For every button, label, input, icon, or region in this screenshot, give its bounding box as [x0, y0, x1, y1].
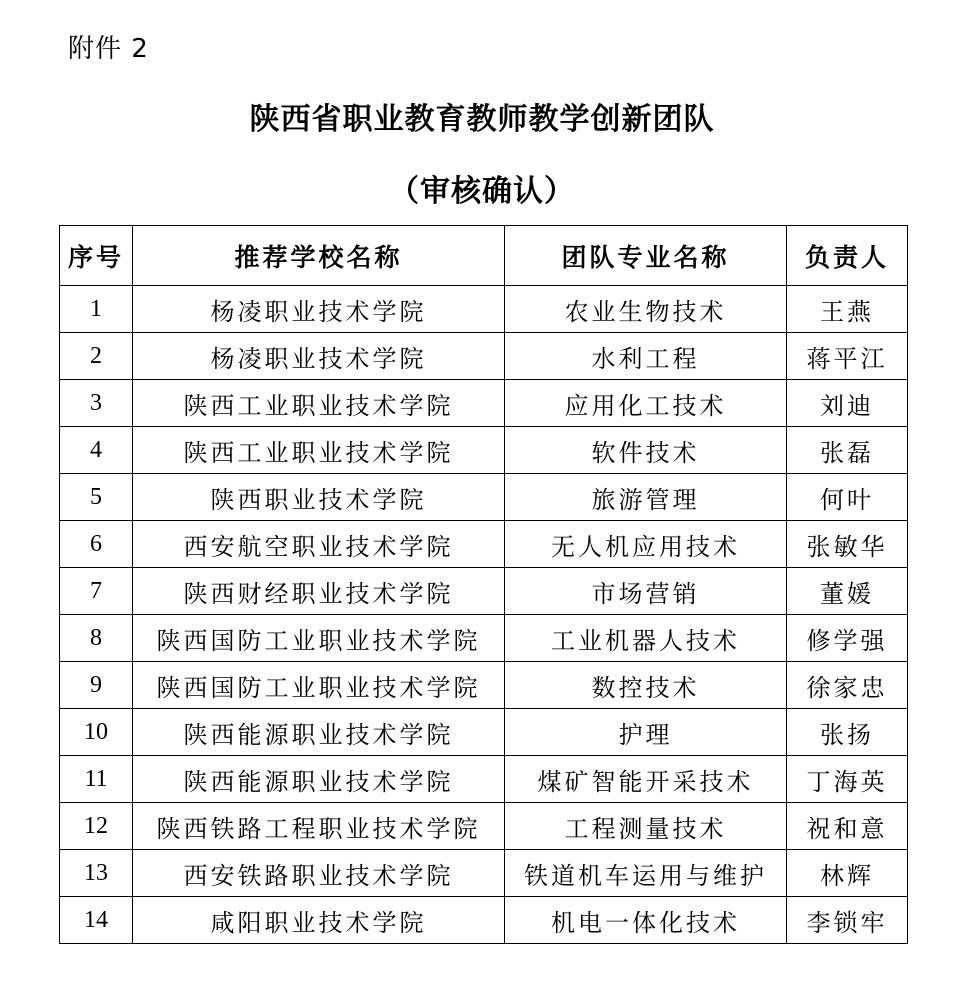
table-row: [60, 662, 908, 709]
table-row: [60, 474, 908, 521]
header-row: [60, 226, 908, 286]
table-row: [60, 427, 908, 474]
header-school: 推荐学校名称: [133, 226, 505, 286]
cell-leader: 张敏华: [787, 521, 908, 568]
cell-school: 咸阳职业技术学院: [133, 897, 505, 944]
document-title: 陕西省职业教育教师教学创新团队: [249, 102, 715, 137]
cell-school: 陕西能源职业技术学院: [133, 756, 505, 803]
cell-leader: 张扬: [787, 709, 908, 756]
cell-index: 7: [60, 568, 133, 615]
cell-leader: 林辉: [787, 850, 908, 897]
cell-school: 陕西能源职业技术学院: [133, 709, 505, 756]
table-row: [60, 568, 908, 615]
cell-index: 14: [60, 897, 133, 944]
cell-index: 10: [60, 709, 133, 756]
table-row: [60, 756, 908, 803]
cell-school: 陕西工业职业技术学院: [133, 427, 505, 474]
cell-major: 煤矿智能开采技术: [505, 756, 787, 803]
cell-major: 无人机应用技术: [505, 521, 787, 568]
table-header: [60, 226, 908, 286]
cell-major: 市场营销: [505, 568, 787, 615]
table-row: [60, 286, 908, 333]
cell-index: 13: [60, 850, 133, 897]
cell-school: 杨凌职业技术学院: [133, 333, 505, 380]
cell-major: 农业生物技术: [505, 286, 787, 333]
cell-leader: 刘迪: [787, 380, 908, 427]
cell-major: 软件技术: [505, 427, 787, 474]
cell-school: 杨凌职业技术学院: [133, 286, 505, 333]
cell-school: 陕西工业职业技术学院: [133, 380, 505, 427]
table-row: [60, 615, 908, 662]
cell-leader: 张磊: [787, 427, 908, 474]
cell-leader: 丁海英: [787, 756, 908, 803]
cell-major: 水利工程: [505, 333, 787, 380]
cell-school: 陕西职业技术学院: [133, 474, 505, 521]
cell-major: 工程测量技术: [505, 803, 787, 850]
cell-leader: 董媛: [787, 568, 908, 615]
header-major: 团队专业名称: [505, 226, 787, 286]
table-row: [60, 850, 908, 897]
cell-major: 工业机器人技术: [505, 615, 787, 662]
cell-index: 4: [60, 427, 133, 474]
cell-index: 8: [60, 615, 133, 662]
table-row: [60, 333, 908, 380]
table-row: [60, 897, 908, 944]
cell-index: 3: [60, 380, 133, 427]
cell-major: 应用化工技术: [505, 380, 787, 427]
cell-leader: 蒋平江: [787, 333, 908, 380]
cell-index: 1: [60, 286, 133, 333]
cell-school: 陕西国防工业职业技术学院: [133, 662, 505, 709]
cell-index: 5: [60, 474, 133, 521]
attachment-label: 附件 2: [68, 34, 149, 64]
cell-major: 旅游管理: [505, 474, 787, 521]
table-row: [60, 380, 908, 427]
table-row: [60, 803, 908, 850]
cell-major: 机电一体化技术: [505, 897, 787, 944]
cell-major: 铁道机车运用与维护: [505, 850, 787, 897]
cell-index: 2: [60, 333, 133, 380]
cell-major: 数控技术: [505, 662, 787, 709]
cell-leader: 何叶: [787, 474, 908, 521]
header-leader: 负责人: [787, 226, 908, 286]
table-row: [60, 709, 908, 756]
cell-school: 西安航空职业技术学院: [133, 521, 505, 568]
cell-leader: 王燕: [787, 286, 908, 333]
cell-school: 陕西财经职业技术学院: [133, 568, 505, 615]
cell-leader: 修学强: [787, 615, 908, 662]
team-table: [59, 225, 908, 944]
cell-leader: 李锁牢: [787, 897, 908, 944]
cell-leader: 徐家忠: [787, 662, 908, 709]
cell-index: 11: [60, 756, 133, 803]
cell-school: 陕西铁路工程职业技术学院: [133, 803, 505, 850]
cell-school: 西安铁路职业技术学院: [133, 850, 505, 897]
cell-index: 6: [60, 521, 133, 568]
table-row: [60, 521, 908, 568]
table-body: [60, 286, 908, 944]
cell-leader: 祝和意: [787, 803, 908, 850]
cell-major: 护理: [505, 709, 787, 756]
cell-index: 12: [60, 803, 133, 850]
header-index: 序号: [60, 226, 133, 286]
cell-school: 陕西国防工业职业技术学院: [133, 615, 505, 662]
document-subtitle: （审核确认）: [389, 174, 575, 209]
cell-index: 9: [60, 662, 133, 709]
